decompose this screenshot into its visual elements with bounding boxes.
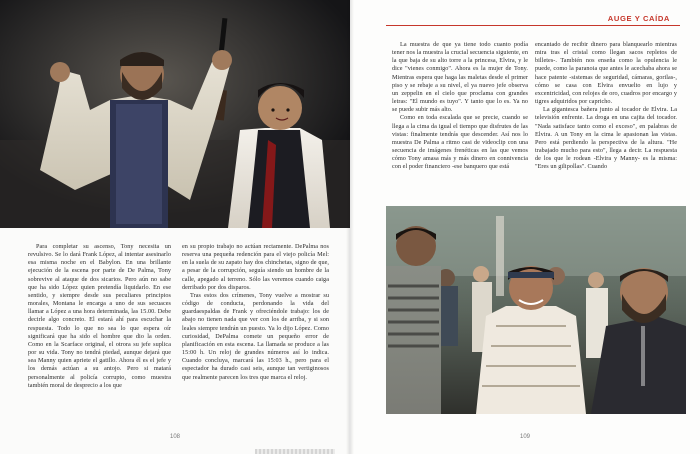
right-column-1	[392, 41, 528, 172]
photo-director-and-actor-on-set	[0, 0, 350, 228]
page-number-right: 109	[520, 434, 531, 440]
book-gutter	[346, 0, 354, 454]
photo-illustration	[0, 0, 350, 228]
right-column-2	[535, 41, 677, 172]
photo-illustration	[386, 206, 686, 414]
bottom-edge-strip	[255, 449, 335, 454]
photo-crowd-scene	[386, 206, 686, 414]
page-number-left: 108	[170, 434, 181, 440]
left-column-2	[182, 243, 329, 382]
header-rule	[386, 25, 680, 26]
paragraph: Para completar su ascenso, Tony necesita un revulsivo. Se lo dará Frank López, al intentar asesinarlo esa misma noche en el Babylon. En una brillante ejecución de la escena por parte de De Palma, Tony sobrevive al ataque de dos sicarios. Pero aún no sabe que ha sido López quien pretendía liquidarlo. En ese sentido, y siempre desde sus peculiares principios morales, Montana le encarga a uno de sus secuaces llamar a López a una hora determinada, las 15.00. Debe decirle algo concreto. El estará ahí para escuchar la respuesta. Todo lo que no sea lo que espera oír significará que ha sido el hombre que dio la orden. Como en la Scarface original, el otrora su jefe suplica por su vida. Tony no tendrá piedad, aunque dejará que sea Manny quien apriete el gatillo. Ahora él es el jefe y los demás actúan a su antojo. Pero si matará personalmente al policía corrupto, como muestra también moral de desprecio a los que	[28, 243, 171, 389]
paragraph: La muestra de que ya tiene todo cuanto podía tener nos la muestra la crucial secuencia siguiente, en la que baja de su alto torre a la princesa, Elvira, y le dice "vienes conmigo". Ahora es la mujer de Tony. Mientras espera que haga las maletas desde el primer piso y se rebaje a su nivel, el ya nuevo jefe observa un zeppelin en el cielo que proclama con grandes letras: "El mundo es tuyo". Y tanto que lo es. Ya no se puede subir más alto.	[392, 41, 528, 114]
paragraph: Como en toda escalada que se precie, cuando se llega a la cima da igual el tiempo que disfrutes de las vistas: finalmente tendrás que descender. Así nos lo muestra De Palma a ritmo casi de videoclip con una secuencia de imágenes frenéticas en las que vemos cómo Tony amasa más y más dinero en connivencia con el poder financiero -ese banquero que está	[392, 114, 528, 171]
paragraph: en su propio trabajo no actúan rectamente. DePalma nos reserva una pequeña redención para el viejo policía Mel: en la suela de su zapato hay dos chinchetas, signo de que, a pesar de la corrupción, seguía siendo un hombre de la calle, apegado al terreno. Sólo las veremos cuando caiga derribado por dos disparos.	[182, 243, 329, 291]
paragraph: Tras estos dos crímenes, Tony vuelve a mostrar su código de conducta, perdonando la vida del guardaespaldas de Frank y ofreciéndole trabajo: los de abajo no tienen nada que ver con los de arriba, y si son leales siempre tendrán un puesto. Ya lo dijo López. Como curiosidad, DePalma comete un pequeño error de planificación en esta escena. La llamada se produce a las 15:00 h. Un reloj de grandes números así lo indica. Cuando concluya, marcará las 15:03 h., pero para el espectador ha durado casi seis, aunque tan vertiginosos que realmente parecen los tres que marca el reloj.	[182, 291, 329, 381]
section-header: AUGE Y CAÍDA	[607, 14, 670, 23]
paragraph: encantado de recibir dinero para blanquearlo mientras mira tras el cristal como llegan sacos repletos de billetes-. También nos enseña como la opulencia le puede, como la paranoia que antes le acechaba ahora se hace patente -sistemas de seguridad, cámaras, gorilas-, cómo se casa con Elvira envuelto en lujo y excentricidad, con relojes de oro, cuadros por encargo y tigres adquiridos por capricho.	[535, 41, 677, 106]
paragraph: La gigantesca bañera junto al tocador de Elvira. La televisión enfrente. La droga en una cajita del tocador. "Nada satisface tanto como el exceso", en palabras de Elvira. A un Tony en la cima le apasionan las vistas. Pero está perdiendo la perspectiva de la altura. "He trabajado mucho para esto", llega a decir. La respuesta de los que le rodean -Elvira y Manny- es la misma: "Eres un gilipollas". Cuando	[535, 106, 677, 171]
left-column-1	[28, 243, 171, 390]
right-page	[350, 0, 700, 454]
